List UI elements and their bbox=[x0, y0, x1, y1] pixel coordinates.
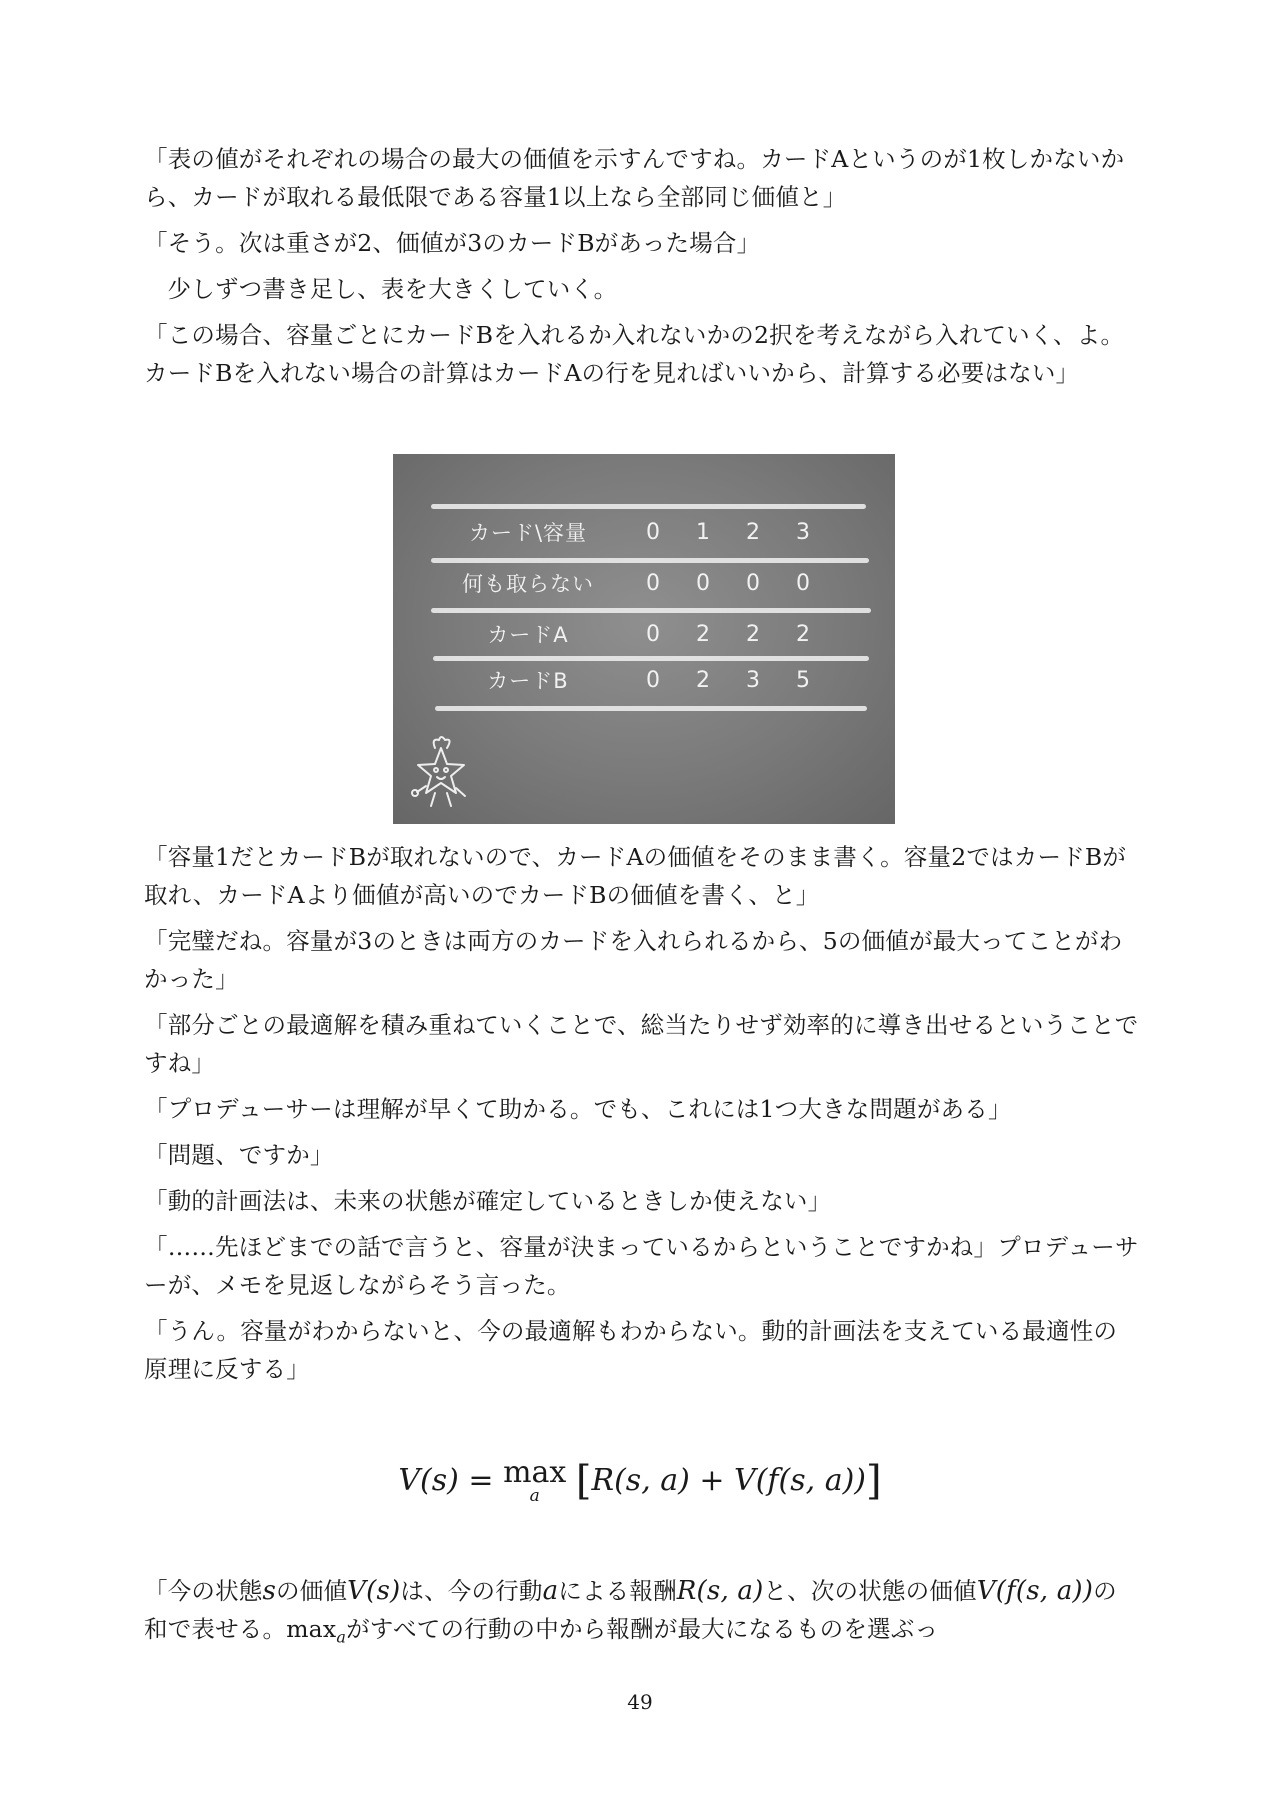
paragraph: 「完璧だね。容量が3のときは両方のカードを入れられるから、5の価値が最大ってことがわかった」 bbox=[144, 927, 1123, 993]
text-run: 「今の状態 bbox=[144, 1577, 263, 1605]
page-number: 49 bbox=[627, 1690, 653, 1714]
left-bracket: [ bbox=[575, 1458, 592, 1504]
max-subscript: a bbox=[529, 1486, 540, 1506]
paragraph: 「問題、ですか」 bbox=[144, 1141, 334, 1169]
header-label: カード\容量 bbox=[468, 521, 588, 545]
row-label: 何も取らない bbox=[462, 572, 594, 596]
table-cell: 0 bbox=[696, 570, 710, 596]
text-block-middle bbox=[144, 838, 1140, 1396]
table-cell: 0 bbox=[646, 570, 660, 596]
math-inline: V(f(s, a)) bbox=[976, 1576, 1094, 1606]
chalk-line bbox=[431, 608, 871, 613]
formula-equals: = bbox=[468, 1463, 494, 1498]
paragraph: 「表の値がそれぞれの場合の最大の価値を示すんですね。カードAというのが1枚しかないから、カードが取れる最低限である容量1以上なら全部同じ価値と」 bbox=[144, 145, 1125, 211]
math-inline: a bbox=[542, 1576, 559, 1606]
table-header-row bbox=[438, 512, 848, 552]
row-cells bbox=[628, 571, 828, 596]
paragraph: 「……先ほどまでの話で言うと、容量が決まっているからということですかね」プロデューサーが、メモを見返しながらそう言った。 bbox=[144, 1233, 1139, 1299]
text-run: による報酬 bbox=[558, 1577, 677, 1605]
max-text: max bbox=[503, 1455, 567, 1490]
row-cells bbox=[628, 668, 828, 693]
table-cell: 0 bbox=[796, 570, 810, 596]
paragraph: 「プロデューサーは理解が早くて助かる。でも、これには1つ大きな問題がある」 bbox=[144, 1095, 1012, 1123]
table-cell: 3 bbox=[746, 667, 760, 693]
text-run: がすべての行動の中から報酬が最大になるものを選ぶっ bbox=[346, 1615, 939, 1643]
text-run: の和で表せる。 bbox=[144, 1577, 1117, 1643]
table-cell: 2 bbox=[696, 667, 710, 693]
formula-lhs: V(s) bbox=[398, 1463, 459, 1498]
table-cell: 2 bbox=[746, 621, 760, 647]
paragraph-last bbox=[144, 1572, 1140, 1657]
star-mascot-icon bbox=[401, 726, 481, 816]
text-run: と、次の状態の価値 bbox=[763, 1577, 977, 1605]
chalk-line bbox=[431, 504, 866, 509]
table-row bbox=[438, 563, 848, 603]
row-cells bbox=[628, 622, 828, 647]
math-inline: R(s, a) bbox=[676, 1576, 764, 1606]
paragraph: 「この場合、容量ごとにカードBを入れるか入れないかの2択を考えながら入れていく、よ。カードBを入れない場合の計算はカードAの行を見ればいいから、計算する必要はない」 bbox=[144, 321, 1125, 387]
table-row bbox=[438, 660, 848, 700]
text-block-bottom bbox=[144, 1572, 1140, 1665]
paragraph: 少しずつ書き足し、表を大きくしていく。 bbox=[167, 275, 618, 303]
row-label: カードA bbox=[487, 623, 569, 647]
chalk-line bbox=[435, 706, 867, 711]
math-inline: max bbox=[286, 1615, 337, 1643]
paragraph: 「そう。次は重さが2、価値が3のカードBがあった場合」 bbox=[144, 229, 761, 257]
table-cell: 0 bbox=[646, 621, 660, 647]
math-inline: V(s) bbox=[347, 1576, 401, 1606]
paragraph: 「動的計画法は、未来の状態が確定しているときしか使えない」 bbox=[144, 1187, 832, 1215]
text-run: は、今の行動 bbox=[400, 1577, 543, 1605]
formula-max-operator bbox=[503, 1455, 567, 1506]
paragraph: 「うん。容量がわからないと、今の最適解もわからない。動的計画法を支えている最適性の原理に反する」 bbox=[144, 1317, 1118, 1383]
header-cell: 1 bbox=[696, 519, 710, 545]
text-run: の価値 bbox=[276, 1577, 348, 1605]
paragraph: 「部分ごとの最適解を積み重ねていくことで、総当たりせず効率的に導き出せるということですね」 bbox=[144, 1011, 1139, 1077]
table-cell: 2 bbox=[796, 621, 810, 647]
paragraph: 「容量1だとカードBが取れないので、カードAの価値をそのまま書く。容量2ではカードBが取れ、カードAより価値が高いのでカードBの価値を書く、と」 bbox=[144, 843, 1127, 909]
right-bracket: ] bbox=[866, 1458, 882, 1504]
table-cell: 2 bbox=[696, 621, 710, 647]
table-row bbox=[438, 614, 848, 654]
header-cell: 0 bbox=[646, 519, 660, 545]
math-inline: s bbox=[262, 1576, 277, 1606]
chalkboard-figure bbox=[393, 454, 895, 824]
formula-rhs: R(s, a) + V(f(s, a)) bbox=[591, 1463, 866, 1498]
table-cell: 5 bbox=[796, 667, 810, 693]
math-subscript: a bbox=[336, 1627, 347, 1647]
header-cell: 3 bbox=[796, 519, 810, 545]
table-cell: 0 bbox=[746, 570, 760, 596]
table-cell: 0 bbox=[646, 667, 660, 693]
header-cell: 2 bbox=[746, 519, 760, 545]
header-cells bbox=[628, 520, 828, 545]
row-label: カードB bbox=[487, 669, 569, 693]
text-block-top bbox=[144, 140, 1140, 400]
bellman-formula bbox=[0, 1455, 1280, 1506]
